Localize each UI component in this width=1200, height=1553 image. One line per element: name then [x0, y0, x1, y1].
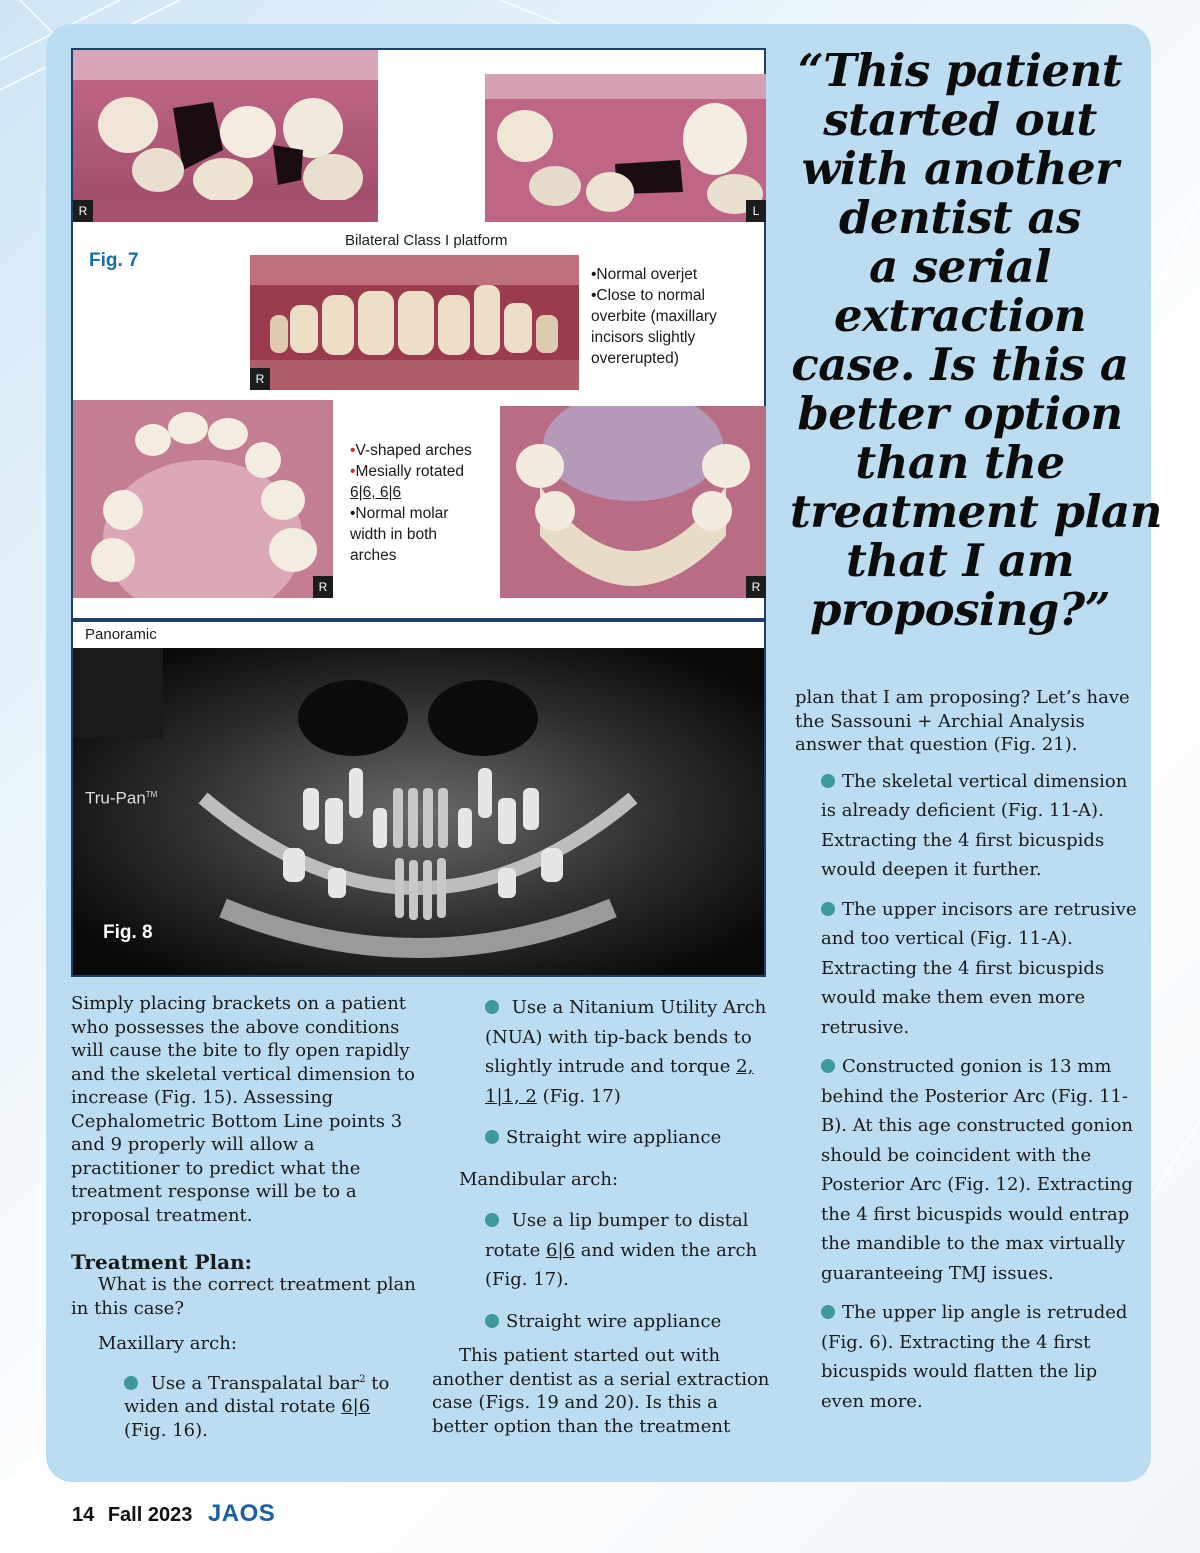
list-item: Straight wire appliance [485, 1123, 777, 1153]
list-item: The upper lip angle is retruded (Fig. 6). Extracting the 4 first bicuspids would flatten the lip even more. [821, 1298, 1140, 1416]
body-paragraph: This patient started out with another dentist as a serial extraction case (Figs. 19 and 20). Is this a better option than the treatment [432, 1345, 770, 1437]
occlusal-photo-upper [73, 400, 333, 598]
intraoral-photo-right [73, 50, 378, 222]
list-item: Use a lip bumper to distal rotate 6|6 and widen the arch (Fig. 17). [485, 1206, 777, 1295]
issue-date: Fall 2023 [107, 1504, 193, 1526]
body-paragraph: plan that I am proposing? Let’s have the Sassouni + Archial Analysis answer that question (Fig. 21). [795, 687, 1130, 755]
arch-heading: Maxillary arch: [98, 1333, 237, 1354]
intraoral-photo-left [485, 74, 766, 222]
list-item: Use a Transpalatal bar$^2$ to widen and distal rotate 6|6 (Fig. 16). [124, 1368, 416, 1443]
column-2 [432, 993, 777, 1438]
page-footer [72, 1500, 275, 1528]
figure-label: Fig. 7 [89, 250, 139, 271]
center-photo-title: Bilateral Class I platform [345, 232, 508, 249]
photo-side-tag: R [73, 200, 93, 222]
figure-7 [71, 48, 766, 620]
list-item: Constructed gonion is 13 mm behind the Posterior Arc (Fig. 11-B). At this age constructed gonion should be coincident with the Posterior Arc (Fig. 12). Extracting the 4 first bicuspids would entrap the mandible to the max virtually guaranteeing TMJ issues. [821, 1052, 1140, 1288]
list-item: The upper incisors are retrusive and too vertical (Fig. 11-A). Extracting the 4 first bicuspids would make them even more retrusive. [821, 895, 1140, 1043]
section-heading: Treatment Plan: [71, 1250, 253, 1274]
body-paragraph: Simply placing brackets on a patient who possesses the above conditions will cause the bite to fly open rapidly and the skeletal vertical dimension to increase (Fig. 15). Assessing Cephalometric Bottom Line points 3 and 9 properly will allow a practitioner to predict what the treatment response will be to a proposal treatment. [71, 993, 415, 1226]
occlusal-photo-lower [500, 406, 766, 598]
photo-side-tag: R [250, 368, 270, 390]
journal-name: JAOS [207, 1500, 276, 1527]
arch-heading: Mandibular arch: [459, 1168, 619, 1190]
figure-label: Fig. 8 [103, 922, 153, 943]
column-3 [795, 686, 1140, 1416]
panoramic-brand: Tru-Pan™ [85, 788, 158, 808]
photo-side-tag: R [746, 576, 766, 598]
figure-8 [71, 620, 766, 977]
list-item: Use a Nitanium Utility Arch (NUA) with tip-back bends to slightly intrude and torque 2, 1|1, 2 (Fig. 17) [485, 993, 777, 1111]
list-item: Straight wire appliance [485, 1307, 777, 1337]
photo-side-tag: L [746, 200, 766, 222]
panoramic-title: Panoramic [85, 626, 157, 643]
intraoral-photo-frontal [250, 255, 579, 390]
arch-notes: •V-shaped arches •Mesially rotated 6|6, 6|6 •Normal molar width in both arches [350, 442, 472, 564]
photo-side-tag: R [313, 576, 333, 598]
body-paragraph: What is the correct treatment plan in this case? [71, 1274, 416, 1319]
panoramic-xray [73, 648, 766, 977]
occlusion-notes: •Normal overjet •Close to normal overbite (maxillary incisors slightly overerupted) [591, 266, 717, 367]
list-item: The skeletal vertical dimension is already deficient (Fig. 11-A). Extracting the 4 first bicuspids would deepen it further. [821, 767, 1140, 885]
pull-quote: “This patient started out with another dentist as a serial extraction case. Is this a better option than the treatment plan that I am proposing?” [790, 44, 1162, 636]
page-number: 14 [72, 1504, 95, 1526]
column-1 [71, 992, 416, 1442]
